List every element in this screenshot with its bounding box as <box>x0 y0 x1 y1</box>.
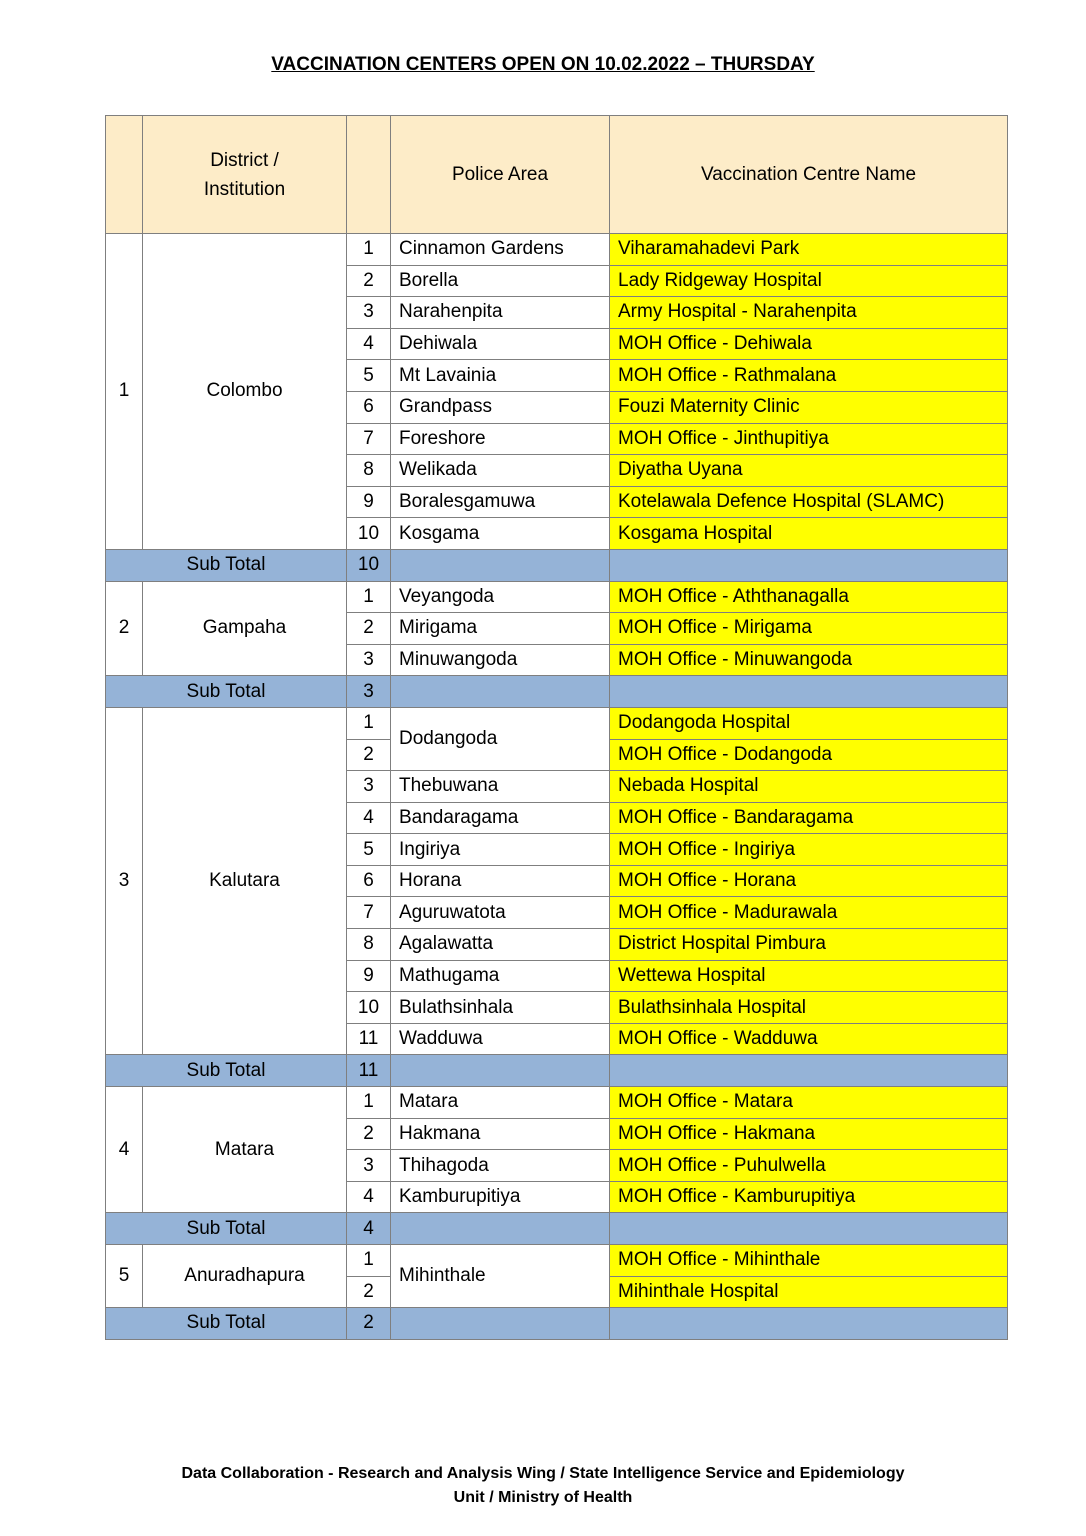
police-area: Agalawatta <box>391 929 610 961</box>
row-number: 2 <box>347 265 391 297</box>
subtotal-empty <box>610 676 1008 708</box>
row-number: 9 <box>347 486 391 518</box>
subtotal-empty <box>391 1213 610 1245</box>
row-number: 1 <box>347 581 391 613</box>
table-row <box>106 581 1008 613</box>
police-area: Horana <box>391 865 610 897</box>
row-number: 4 <box>347 328 391 360</box>
subtotal-row <box>106 1213 1008 1245</box>
subtotal-value: 2 <box>347 1308 391 1340</box>
vaccination-centers-table <box>105 115 1008 1340</box>
vaccination-centre-name: Kosgama Hospital <box>610 518 1008 550</box>
row-number: 5 <box>347 360 391 392</box>
police-area: Hakmana <box>391 1118 610 1150</box>
row-number: 6 <box>347 865 391 897</box>
table-body <box>106 234 1008 1340</box>
footer-line-2: Unit / Ministry of Health <box>453 1489 633 1506</box>
vaccination-centre-name: MOH Office - Matara <box>610 1087 1008 1119</box>
row-number: 1 <box>347 234 391 266</box>
police-area: Ingiriya <box>391 834 610 866</box>
police-area: Matara <box>391 1087 610 1119</box>
row-number: 10 <box>347 518 391 550</box>
police-area: Kamburupitiya <box>391 1181 610 1213</box>
police-area: Welikada <box>391 455 610 487</box>
vaccination-centre-name: Mihinthale Hospital <box>610 1276 1008 1308</box>
police-area: Minuwangoda <box>391 644 610 676</box>
vaccination-centre-name: MOH Office - Jinthupitiya <box>610 423 1008 455</box>
row-number: 8 <box>347 929 391 961</box>
police-area: Aguruwatota <box>391 897 610 929</box>
row-number: 2 <box>347 613 391 645</box>
subtotal-value: 4 <box>347 1213 391 1245</box>
subtotal-row <box>106 1308 1008 1340</box>
vaccination-centre-name: MOH Office - Wadduwa <box>610 1023 1008 1055</box>
vaccination-centre-name: Army Hospital - Narahenpita <box>610 297 1008 329</box>
header-police-area: Police Area <box>391 116 610 234</box>
police-area: Bulathsinhala <box>391 992 610 1024</box>
subtotal-empty <box>391 1055 610 1087</box>
vaccination-centre-name: MOH Office - Madurawala <box>610 897 1008 929</box>
row-number: 3 <box>347 771 391 803</box>
row-number: 2 <box>347 1276 391 1308</box>
subtotal-empty <box>610 1055 1008 1087</box>
police-area: Thihagoda <box>391 1150 610 1182</box>
district-index: 5 <box>106 1245 143 1308</box>
subtotal-label: Sub Total <box>106 1213 347 1245</box>
header-district-label: District / Institution <box>203 149 286 200</box>
row-number: 1 <box>347 707 391 739</box>
police-area: Veyangoda <box>391 581 610 613</box>
vaccination-centre-name: Dodangoda Hospital <box>610 707 1008 739</box>
row-number: 8 <box>347 455 391 487</box>
row-number: 1 <box>347 1245 391 1277</box>
police-area: Wadduwa <box>391 1023 610 1055</box>
header-district <box>143 116 347 234</box>
row-number: 2 <box>347 1118 391 1150</box>
vaccination-centre-name: MOH Office - Dehiwala <box>610 328 1008 360</box>
vaccination-centre-name: MOH Office - Hakmana <box>610 1118 1008 1150</box>
subtotal-empty <box>610 549 1008 581</box>
table-row <box>106 234 1008 266</box>
vaccination-centre-name: Bulathsinhala Hospital <box>610 992 1008 1024</box>
row-number: 5 <box>347 834 391 866</box>
table-row <box>106 1087 1008 1119</box>
police-area: Bandaragama <box>391 802 610 834</box>
header-centre-name: Vaccination Centre Name <box>610 116 1008 234</box>
vaccination-centre-name: MOH Office - Ingiriya <box>610 834 1008 866</box>
subtotal-row <box>106 1055 1008 1087</box>
district-name: Colombo <box>143 234 347 550</box>
district-name: Gampaha <box>143 581 347 676</box>
district-name: Kalutara <box>143 707 347 1055</box>
header-index <box>106 116 143 234</box>
vaccination-centre-name: Fouzi Maternity Clinic <box>610 391 1008 423</box>
police-area: Dodangoda <box>391 707 610 770</box>
vaccination-centre-name: Viharamahadevi Park <box>610 234 1008 266</box>
vaccination-centre-name: Kotelawala Defence Hospital (SLAMC) <box>610 486 1008 518</box>
police-area: Cinnamon Gardens <box>391 234 610 266</box>
vaccination-centre-name: MOH Office - Puhulwella <box>610 1150 1008 1182</box>
row-number: 7 <box>347 423 391 455</box>
vaccination-centre-name: Diyatha Uyana <box>610 455 1008 487</box>
vaccination-centre-name: Nebada Hospital <box>610 771 1008 803</box>
vaccination-centre-name: MOH Office - Dodangoda <box>610 739 1008 771</box>
table-row <box>106 1245 1008 1277</box>
police-area: Thebuwana <box>391 771 610 803</box>
vaccination-centre-name: MOH Office - Horana <box>610 865 1008 897</box>
row-number: 3 <box>347 297 391 329</box>
page-title: VACCINATION CENTERS OPEN ON 10.02.2022 – THURSDAY <box>271 54 815 75</box>
police-area: Boralesgamuwa <box>391 486 610 518</box>
vaccination-centre-name: MOH Office - Mihinthale <box>610 1245 1008 1277</box>
subtotal-empty <box>391 1308 610 1340</box>
row-number: 7 <box>347 897 391 929</box>
subtotal-row <box>106 549 1008 581</box>
table-header-row <box>106 116 1008 234</box>
row-number: 10 <box>347 992 391 1024</box>
police-area: Narahenpita <box>391 297 610 329</box>
subtotal-empty <box>610 1213 1008 1245</box>
vaccination-centre-name: MOH Office - Minuwangoda <box>610 644 1008 676</box>
police-area: Mihinthale <box>391 1245 610 1308</box>
subtotal-empty <box>610 1308 1008 1340</box>
vaccination-centre-name: Lady Ridgeway Hospital <box>610 265 1008 297</box>
vaccination-centre-name: District Hospital Pimbura <box>610 929 1008 961</box>
subtotal-label: Sub Total <box>106 1055 347 1087</box>
subtotal-label: Sub Total <box>106 676 347 708</box>
district-index: 2 <box>106 581 143 676</box>
subtotal-label: Sub Total <box>106 1308 347 1340</box>
district-index: 1 <box>106 234 143 550</box>
police-area: Mirigama <box>391 613 610 645</box>
police-area: Kosgama <box>391 518 610 550</box>
police-area: Dehiwala <box>391 328 610 360</box>
row-number: 6 <box>347 391 391 423</box>
subtotal-value: 10 <box>347 549 391 581</box>
row-number: 9 <box>347 960 391 992</box>
district-name: Anuradhapura <box>143 1245 347 1308</box>
row-number: 11 <box>347 1023 391 1055</box>
row-number: 1 <box>347 1087 391 1119</box>
district-index: 4 <box>106 1087 143 1213</box>
police-area: Mathugama <box>391 960 610 992</box>
subtotal-value: 3 <box>347 676 391 708</box>
vaccination-centre-name: Wettewa Hospital <box>610 960 1008 992</box>
police-area: Grandpass <box>391 391 610 423</box>
row-number: 2 <box>347 739 391 771</box>
footer <box>0 1462 1086 1510</box>
vaccination-centre-name: MOH Office - Mirigama <box>610 613 1008 645</box>
subtotal-value: 11 <box>347 1055 391 1087</box>
vaccination-centre-name: MOH Office - Rathmalana <box>610 360 1008 392</box>
row-number: 3 <box>347 1150 391 1182</box>
table-row <box>106 707 1008 739</box>
vaccination-centre-name: MOH Office - Bandaragama <box>610 802 1008 834</box>
district-index: 3 <box>106 707 143 1055</box>
row-number: 3 <box>347 644 391 676</box>
district-name: Matara <box>143 1087 347 1213</box>
police-area: Borella <box>391 265 610 297</box>
footer-line-1: Data Collaboration - Research and Analysis Wing / State Intelligence Service and Epidemiology <box>181 1465 905 1482</box>
row-number: 4 <box>347 1181 391 1213</box>
vaccination-centre-name: MOH Office - Aththanagalla <box>610 581 1008 613</box>
header-no <box>347 116 391 234</box>
subtotal-row <box>106 676 1008 708</box>
vaccination-centre-name: MOH Office - Kamburupitiya <box>610 1181 1008 1213</box>
subtotal-empty <box>391 676 610 708</box>
row-number: 4 <box>347 802 391 834</box>
police-area: Mt Lavainia <box>391 360 610 392</box>
subtotal-label: Sub Total <box>106 549 347 581</box>
police-area: Foreshore <box>391 423 610 455</box>
subtotal-empty <box>391 549 610 581</box>
